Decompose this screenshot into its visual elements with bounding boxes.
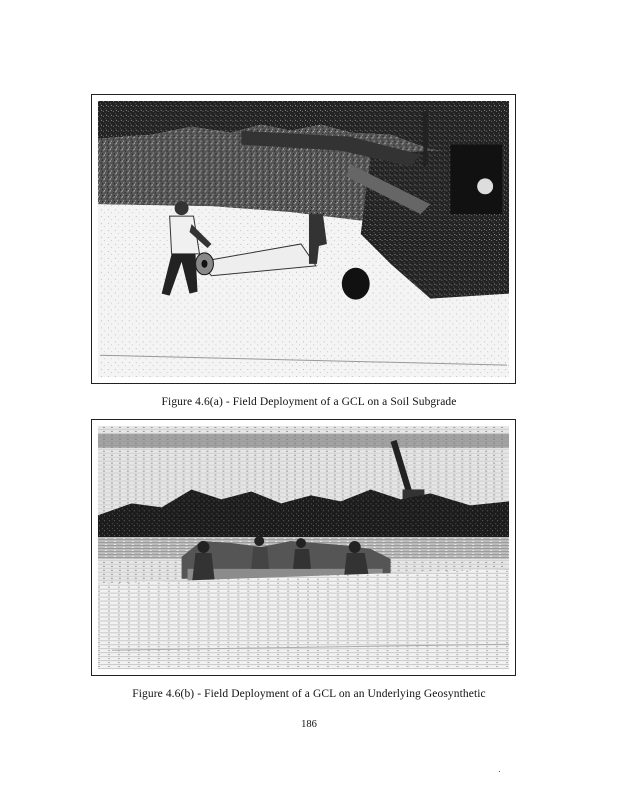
figure-4-6b-photo [91,419,516,676]
field-deployment-soil-photo-graphic [92,95,515,383]
field-deployment-geosynthetic-photo-graphic [92,420,515,675]
figure-4-6b-caption: Figure 4.6(b) - Field Deployment of a GCL on an Underlying Geosynthetic [132,688,486,700]
page-number: 186 [301,719,317,730]
figure-4-6a-caption: Figure 4.6(a) - Field Deployment of a GCL on a Soil Subgrade [161,396,457,408]
scan-speck [499,771,500,772]
figure-4-6a-photo [91,94,516,384]
